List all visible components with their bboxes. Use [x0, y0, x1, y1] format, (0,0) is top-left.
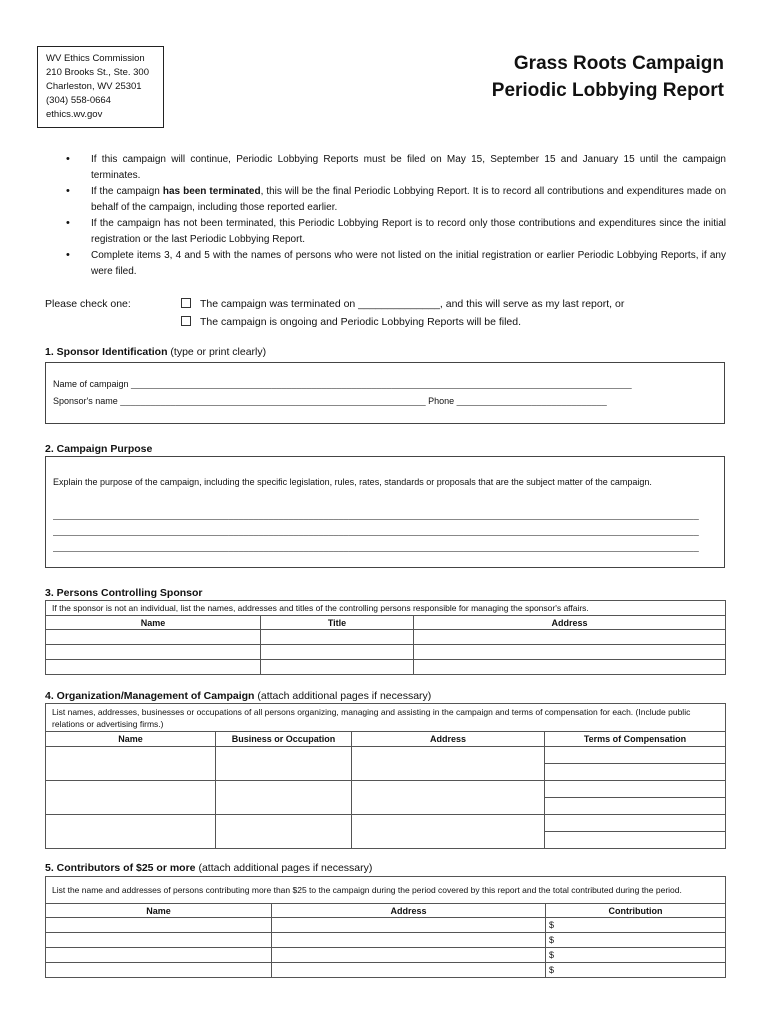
address-line: WV Ethics Commission [46, 53, 145, 64]
table-row [46, 781, 726, 798]
controlling-persons-table [45, 600, 726, 675]
title-line-2: Periodic Lobbying Report [491, 80, 724, 101]
check-one-label: Please check one: [45, 298, 131, 310]
column-header: Terms of Compensation [545, 732, 726, 747]
table-cell[interactable] [272, 918, 546, 933]
table-intro: If the sponsor is not an individual, list the names, addresses and titles of the controlling persons responsible for managing the sponsor's affairs. [46, 601, 726, 616]
table-cell[interactable] [261, 645, 414, 660]
checkbox[interactable] [181, 298, 191, 308]
table-row [46, 630, 726, 645]
table-row [46, 747, 726, 764]
column-header: Address [352, 732, 545, 747]
table-cell[interactable] [261, 630, 414, 645]
table-cell[interactable] [216, 815, 352, 849]
contribution-cell[interactable]: $ [546, 963, 726, 978]
column-header: Address [414, 616, 726, 630]
section-1-heading [45, 346, 266, 358]
section-3-heading [45, 587, 203, 599]
contributors-table [45, 876, 726, 978]
instruction-bold: has been terminated [162, 186, 261, 197]
contribution-cell[interactable]: $ [546, 948, 726, 963]
table-cell[interactable] [46, 660, 261, 675]
table-cell[interactable] [216, 747, 352, 781]
table-cell[interactable] [414, 645, 726, 660]
table-cell[interactable] [545, 832, 726, 849]
section-note: (type or print clearly) [167, 346, 267, 358]
purpose-line[interactable]: _________________________________________________________________________________________________________________________________ [53, 510, 699, 520]
option-ongoing[interactable] [181, 316, 521, 328]
option-terminated[interactable] [181, 298, 624, 310]
table-row [46, 645, 726, 660]
section-5-heading [45, 862, 372, 874]
table-cell[interactable] [545, 764, 726, 781]
column-header: Name [46, 732, 216, 747]
table-row [46, 660, 726, 675]
purpose-instructions: Explain the purpose of the campaign, including the specific legislation, rules, rates, standards or proposals that are the subject matter of the campaign. [53, 477, 652, 487]
section-title: 4. Organization/Management of Campaign [45, 690, 255, 702]
table-cell[interactable] [46, 815, 216, 849]
section-note: (attach additional pages if necessary) [254, 690, 432, 702]
table-cell[interactable] [272, 948, 546, 963]
column-header: Address [272, 904, 546, 918]
commission-address-box [37, 46, 164, 128]
column-header: Name [46, 904, 272, 918]
instruction-text: , this will be the final Periodic Lobbying Report. It is to record all contributions and expenditures made on behalf of the campaign, including those reported earlier. [91, 186, 727, 213]
instruction-item: • Complete items 3, 4 and 5 with the names of persons who were not listed on the initial registration or earlier Periodic Lobbying Reports, if any were filed. [66, 248, 726, 279]
address-line: ethics.wv.gov [46, 109, 103, 120]
table-cell[interactable] [46, 630, 261, 645]
table-cell[interactable] [46, 963, 272, 978]
section-4-heading [45, 690, 431, 702]
contribution-cell[interactable]: $ [546, 933, 726, 948]
table-cell[interactable] [545, 798, 726, 815]
checkbox[interactable] [181, 316, 191, 326]
table-row [46, 815, 726, 832]
table-cell[interactable] [272, 963, 546, 978]
column-header: Business or Occupation [216, 732, 352, 747]
instruction-item: • If the campaign has not been terminated, this Periodic Lobbying Report is to record only those contributions and expenditures since the initial registration or the last Periodic Lobbying Report. [66, 216, 726, 247]
title-line-1: Grass Roots Campaign [513, 53, 724, 74]
campaign-purpose-box [45, 456, 725, 568]
address-line: (304) 558-0664 [46, 95, 111, 106]
option-label: The campaign was terminated on ______________, and this will serve as my last report, or [200, 298, 625, 310]
sponsor-identification-box [45, 362, 725, 424]
table-cell[interactable] [545, 781, 726, 798]
section-title: 3. Persons Controlling Sponsor [45, 587, 203, 599]
purpose-line[interactable]: _________________________________________________________________________________________________________________________________ [53, 526, 699, 536]
column-header: Title [261, 616, 414, 630]
sponsor-name-phone-field[interactable]: Sponsor's name _____________________________________________________________ Phone ______________________________ [53, 396, 607, 406]
table-cell[interactable] [216, 781, 352, 815]
table-cell[interactable] [414, 630, 726, 645]
column-header: Name [46, 616, 261, 630]
section-title: 1. Sponsor Identification [45, 346, 168, 358]
address-line: Charleston, WV 25301 [46, 81, 142, 92]
instruction-item [66, 184, 726, 215]
organization-management-table [45, 703, 726, 849]
table-cell[interactable] [352, 781, 545, 815]
page-title [492, 50, 724, 104]
address-line: 210 Brooks St., Ste. 300 [46, 67, 149, 78]
table-cell[interactable] [414, 660, 726, 675]
table-cell[interactable] [352, 747, 545, 781]
table-cell[interactable] [46, 645, 261, 660]
table-cell[interactable] [545, 815, 726, 832]
table-cell[interactable] [352, 815, 545, 849]
column-header: Contribution [546, 904, 726, 918]
table-cell[interactable] [46, 781, 216, 815]
table-intro: List names, addresses, businesses or occupations of all persons organizing, managing and assisting in the campaign and terms of compensation for each. (Include public relations or advertising firms.) [46, 704, 726, 732]
table-intro: List the name and addresses of persons contributing more than $25 to the campaign during the period covered by this report and the total contributed during the period. [46, 877, 726, 904]
table-cell[interactable] [46, 747, 216, 781]
table-cell[interactable] [261, 660, 414, 675]
section-note: (attach additional pages if necessary) [195, 862, 373, 874]
instruction-text: If the campaign [91, 186, 163, 197]
campaign-name-field[interactable]: Name of campaign ____________________________________________________________________________________________________ [53, 379, 632, 389]
table-cell[interactable] [46, 933, 272, 948]
table-row [46, 918, 726, 933]
section-title: 5. Contributors of $25 or more [45, 862, 196, 874]
table-row [46, 948, 726, 963]
instructions-list [66, 152, 726, 280]
purpose-line[interactable]: _________________________________________________________________________________________________________________________________ [53, 542, 699, 552]
instruction-item: • If this campaign will continue, Periodic Lobbying Reports must be filed on May 15, September 15 and January 15 until the campaign terminates. [66, 152, 726, 183]
table-cell[interactable] [46, 918, 272, 933]
table-cell[interactable] [545, 747, 726, 764]
section-title: 2. Campaign Purpose [45, 443, 153, 455]
table-row [46, 933, 726, 948]
option-label: The campaign is ongoing and Periodic Lobbying Reports will be filed. [200, 316, 522, 328]
table-cell[interactable] [46, 948, 272, 963]
table-row [46, 963, 726, 978]
section-2-heading [45, 443, 152, 455]
contribution-cell[interactable]: $ [546, 918, 726, 933]
table-cell[interactable] [272, 933, 546, 948]
